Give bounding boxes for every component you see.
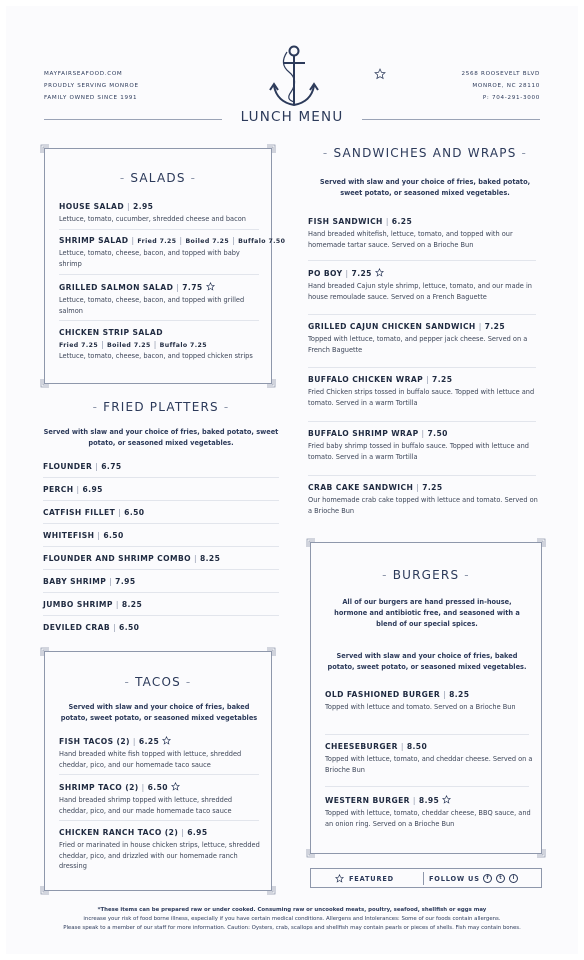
taco-item[interactable]: CHICKEN RANCH TACO (2) | 6.95 Fried or marinated in house chicken strips, lettuce, shredded cheddar, pico, and drizzled with our homemade ranch dressing: [59, 828, 260, 870]
star-icon: [162, 736, 171, 745]
corner-ornament: [266, 885, 276, 895]
title-rule-right: [362, 119, 540, 120]
tacos-intro: Served with slaw and your choice of fries, baked potato, sweet potato, or seasoned mixed vegetables: [60, 703, 258, 722]
fried-item[interactable]: PERCH | 6.95: [43, 485, 279, 501]
website-link[interactable]: MAYFAIRSEAFOOD.COM: [44, 71, 123, 77]
phone-line[interactable]: P: 704-291-3000: [482, 95, 540, 101]
sandwiches-title: - SANDWICHES AND WRAPS -: [322, 146, 528, 160]
sandwich-item[interactable]: PO BOY | 7.25 Hand breaded Cajun style shrimp, lettuce, tomato, and our made in house remoulade sauce. Served on a French Baguette: [308, 269, 532, 301]
salads-box: [44, 148, 286, 384]
address-line: 2568 ROOSEVELT BLVD: [461, 71, 540, 77]
taco-item[interactable]: FISH TACOS (2) | 6.25 Hand breaded white fish topped with lettuce, shredded cheddar, pico, and our homemade taco sauce: [59, 737, 242, 769]
twitter-icon[interactable]: t: [496, 874, 505, 883]
corner-ornament: [40, 647, 50, 657]
salads-title: - SALADS -: [119, 171, 197, 185]
page-title: LUNCH MENU: [240, 109, 344, 125]
allergen-disclaimer: *These items can be prepared raw or under cooked. Consuming raw or uncooked meats, poultry, seafood, shellfish or eggs may increase your risk of food borne illness, especially if you have certain medical conditions. Allergens and Intolerances: Some of our foods contain allergens. Please speak to a member of our staff for more information. Caution: Oysters, crab, scallops and shellfish may contain pearls or pieces of shells. Fish may contain bones.: [63, 907, 521, 931]
star-icon: [375, 268, 384, 277]
corner-ornament: [266, 378, 276, 388]
burger-item[interactable]: WESTERN BURGER | 8.95 Topped with lettuce, tomato, cheddar cheese, BBQ sauce, and an onion ring. Served on a Brioche Bun: [325, 796, 531, 828]
corner-ornament: [306, 848, 316, 858]
tacos-title: - TACOS -: [124, 675, 192, 689]
salad-item[interactable]: SHRIMP SALAD | Fried 7.25 | Boiled 7.25 | Buffalo 7.50 Lettuce, tomato, cheese, bacon, and topped with baby shrimp: [59, 236, 286, 268]
fried-intro: Served with slaw and your choice of fries, baked potato, sweet potato, or seasoned mixed vegetables.: [43, 428, 279, 447]
fried-item[interactable]: JUMBO SHRIMP | 8.25: [43, 600, 279, 616]
salad-item[interactable]: GRILLED SALMON SALAD | 7.75 Lettuce, tomato, cheese, bacon, and topped with grilled salmon: [59, 283, 245, 315]
corner-ornament: [306, 538, 316, 548]
sandwich-item[interactable]: BUFFALO SHRIMP WRAP | 7.50 Fried baby shrimp tossed in buffalo sauce. Topped with lettuce and tomato. Served in a warm Tortilla: [308, 429, 529, 461]
burger-item[interactable]: OLD FASHIONED BURGER | 8.25 Topped with lettuce and tomato. Served on a Brioche Bun: [325, 690, 516, 711]
corner-ornament: [266, 144, 276, 154]
facebook-icon[interactable]: f: [483, 874, 492, 883]
salad-item[interactable]: HOUSE SALAD | 2.95 Lettuce, tomato, cucumber, shredded cheese and bacon: [59, 202, 246, 223]
anchor-icon: [269, 44, 319, 112]
burger-item[interactable]: CHEESEBURGER | 8.50 Topped with lettuce, tomato, and cheddar cheese. Served on a Brioche Bun: [325, 742, 533, 774]
footer-divider: [423, 872, 424, 885]
burgers-intro-sides: Served with slaw and your choice of fries, baked potato, sweet potato, or seasoned mixed vegetables.: [327, 652, 527, 671]
fried-title: - FRIED PLATTERS -: [92, 400, 230, 414]
menu-page: [6, 6, 578, 954]
corner-ornament: [536, 538, 546, 548]
title-rule-left: [44, 119, 222, 120]
header-info-left: [44, 68, 139, 104]
sandwich-item[interactable]: GRILLED CAJUN CHICKEN SANDWICH | 7.25 Topped with lettuce, tomato, and pepper jack cheese. Served on a French Baguette: [308, 322, 528, 354]
fried-item[interactable]: DEVILED CRAB | 6.50: [43, 623, 140, 632]
star-icon: [335, 874, 344, 883]
city-line: MONROE, NC 28110: [472, 83, 540, 89]
footer-bar: [310, 868, 542, 888]
sandwich-item[interactable]: CRAB CAKE SANDWICH | 7.25 Our homemade crab cake topped with lettuce and tomato. Served on a Brioche Bun: [308, 483, 538, 515]
star-icon: [171, 782, 180, 791]
sandwiches-intro: Served with slaw and your choice of fries, baked potato, sweet potato, or seasoned mixed vegetables.: [319, 178, 531, 197]
salad-item[interactable]: CHICKEN STRIP SALAD Fried 7.25 | Boiled 7.25 | Buffalo 7.25 Lettuce, tomato, cheese, bacon, and topped chicken strips: [59, 328, 253, 360]
tacos-box: [44, 651, 272, 891]
star-icon: [206, 282, 215, 291]
star-icon: [442, 795, 451, 804]
featured-label: FEATURED: [349, 875, 394, 883]
corner-ornament: [40, 144, 50, 154]
sandwich-item[interactable]: FISH SANDWICH | 6.25 Hand breaded whitefish, lettuce, tomato, and topped with our homemade tartar sauce. Served on a Brioche Bun: [308, 217, 513, 249]
fried-item[interactable]: BABY SHRIMP | 7.95: [43, 577, 279, 593]
since-line: FAMILY OWNED SINCE 1991: [44, 95, 138, 101]
corner-ornament: [40, 378, 50, 388]
fried-item[interactable]: WHITEFISH | 6.50: [43, 531, 279, 547]
fried-item[interactable]: FLOUNDER AND SHRIMP COMBO | 8.25: [43, 554, 279, 570]
fried-item[interactable]: FLOUNDER | 6.75: [43, 462, 279, 478]
follow-us-label: FOLLOW US: [429, 875, 480, 883]
tagline: PROUDLY SERVING MONROE: [44, 83, 139, 89]
fried-item[interactable]: CATFISH FILLET | 6.50: [43, 508, 279, 524]
instagram-icon[interactable]: i: [509, 874, 518, 883]
header-info-right: [462, 68, 540, 104]
burgers-box: [310, 542, 542, 854]
corner-ornament: [536, 848, 546, 858]
sandwich-item[interactable]: BUFFALO CHICKEN WRAP | 7.25 Fried Chicken strips tossed in buffalo sauce. Topped with lettuce and tomato. Served in a warm Tortilla: [308, 375, 535, 407]
burgers-intro: All of our burgers are hand pressed in-house, hormone and antibiotic free, and seasoned with a blend of our special spices.: [334, 598, 520, 628]
star-icon: [374, 68, 386, 80]
corner-ornament: [40, 885, 50, 895]
burgers-title: - BURGERS -: [382, 568, 470, 582]
taco-item[interactable]: SHRIMP TACO (2) | 6.50 Hand breaded shrimp topped with lettuce, shredded cheddar, pico, and our made homemade taco sauce: [59, 783, 233, 815]
corner-ornament: [266, 647, 276, 657]
